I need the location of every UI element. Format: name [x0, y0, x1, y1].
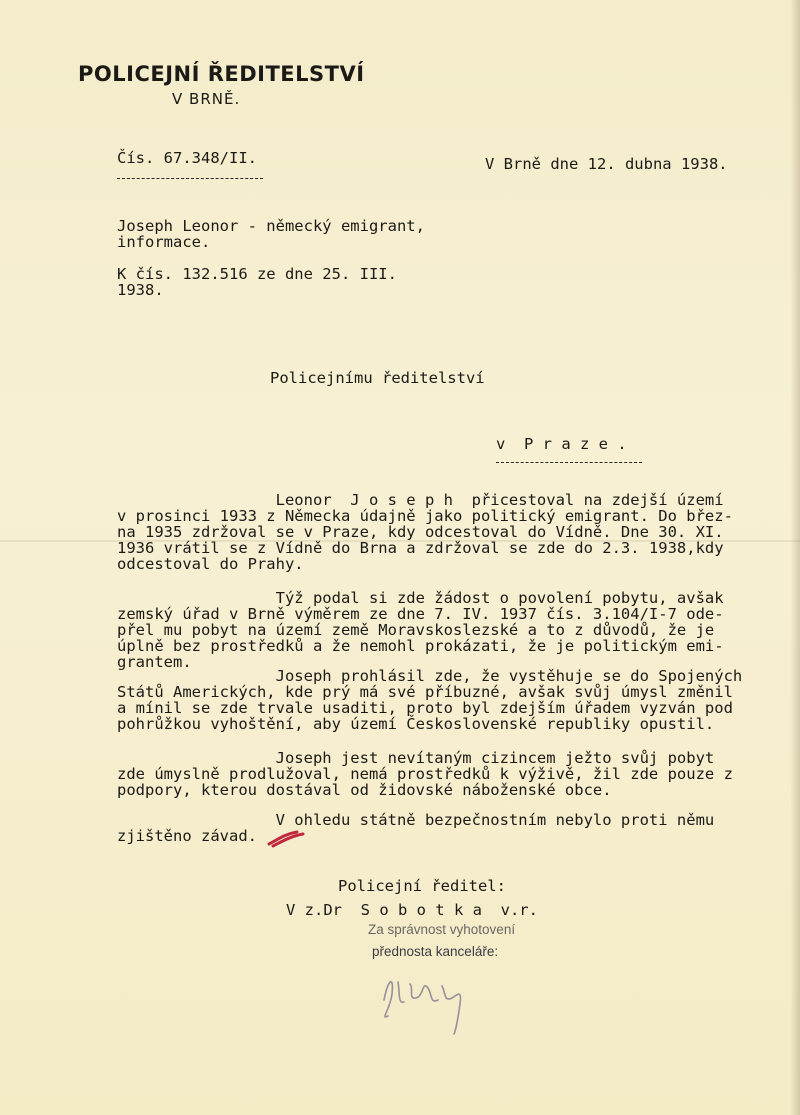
- prior-reference-line-2: 1938.: [117, 281, 164, 299]
- body-line: V ohledu státně bezpečnostním nebylo proti němu: [117, 811, 715, 829]
- subject-line-1: Joseph Leonor - německý emigrant,: [117, 217, 425, 235]
- body-line: Států Amerických, kde prý má své příbuzné, avšak svůj úmysl změnil: [117, 683, 733, 701]
- paper-edge-shadow: [790, 0, 800, 1115]
- body-line: Leonor J o s e p h přicestoval na zdejší území: [117, 491, 724, 509]
- addressee-underline: [496, 462, 642, 463]
- letterhead-city: V BRNĚ.: [172, 90, 241, 108]
- body-line: Joseph jest nevítaným cizincem ježto svůj pobyt: [117, 749, 715, 767]
- body-line: na 1935 zdržoval se v Praze, kdy odcestoval do Vídně. Dne 30. XI.: [117, 523, 724, 541]
- place-date: V Brně dne 12. dubna 1938.: [485, 155, 728, 173]
- closing-title: Policejní ředitel:: [338, 877, 506, 895]
- body-line: zde úmyslně prodlužoval, nemá prostředků k výživě, žil zde pouze z: [117, 765, 733, 783]
- body-line: úplně bez prostředků a že nemohl prokázati, že je politickým emi-: [117, 637, 724, 655]
- body-line: v prosinci 1933 z Německa údajně jako politický emigrant. Do břez-: [117, 507, 733, 525]
- body-line: Joseph prohlásil zde, že vystěhuje se do Spojených: [117, 667, 743, 685]
- body-line: pohrůžkou vyhoštění, aby území Československé republiky opustil.: [117, 715, 715, 733]
- addressee-city: v P r a z e .: [496, 435, 627, 453]
- body-line: odcestoval do Prahy.: [117, 555, 304, 573]
- body-line: zemský úřad v Brně výměrem ze dne 7. IV. 1937 čís. 3.104/I-7 ode-: [117, 605, 724, 623]
- reference-number: Čís. 67.348/II.: [117, 149, 257, 167]
- body-line: přel mu pobyt na území země Moravskoslezské a to z důvodů, že je: [117, 621, 715, 639]
- letterhead-authority: POLICEJNÍ ŘEDITELSTVÍ: [78, 62, 365, 86]
- red-ink-mark: [267, 828, 305, 848]
- body-line: grantem.: [117, 653, 192, 671]
- prior-reference-line-1: K čís. 132.516 ze dne 25. III.: [117, 265, 397, 283]
- body-line: podpory, kterou dostával od židovské náboženské obce.: [117, 781, 612, 799]
- stamp-line-1: Za správnost vyhotovení: [368, 922, 516, 937]
- body-line: a mínil se zde trvale usaditi, proto byl zdejším úřadem vyzván pod: [117, 699, 733, 717]
- subject-line-2: informace.: [117, 233, 211, 251]
- closing-signer: V z.Dr S o b o t k a v.r.: [286, 901, 538, 919]
- stamp-line-2: přednosta kanceláře:: [372, 944, 499, 959]
- handwritten-signature: [370, 960, 490, 1038]
- reference-underline: [117, 178, 263, 179]
- body-line: Týž podal si zde žádost o povolení pobytu, avšak: [117, 589, 724, 607]
- addressee-office: Policejnímu ředitelství: [270, 369, 485, 387]
- body-line: 1936 vrátil se z Vídně do Brna a zdržoval se zde do 2.3. 1938,kdy: [117, 539, 724, 557]
- body-line: zjištěno závad.: [117, 827, 257, 845]
